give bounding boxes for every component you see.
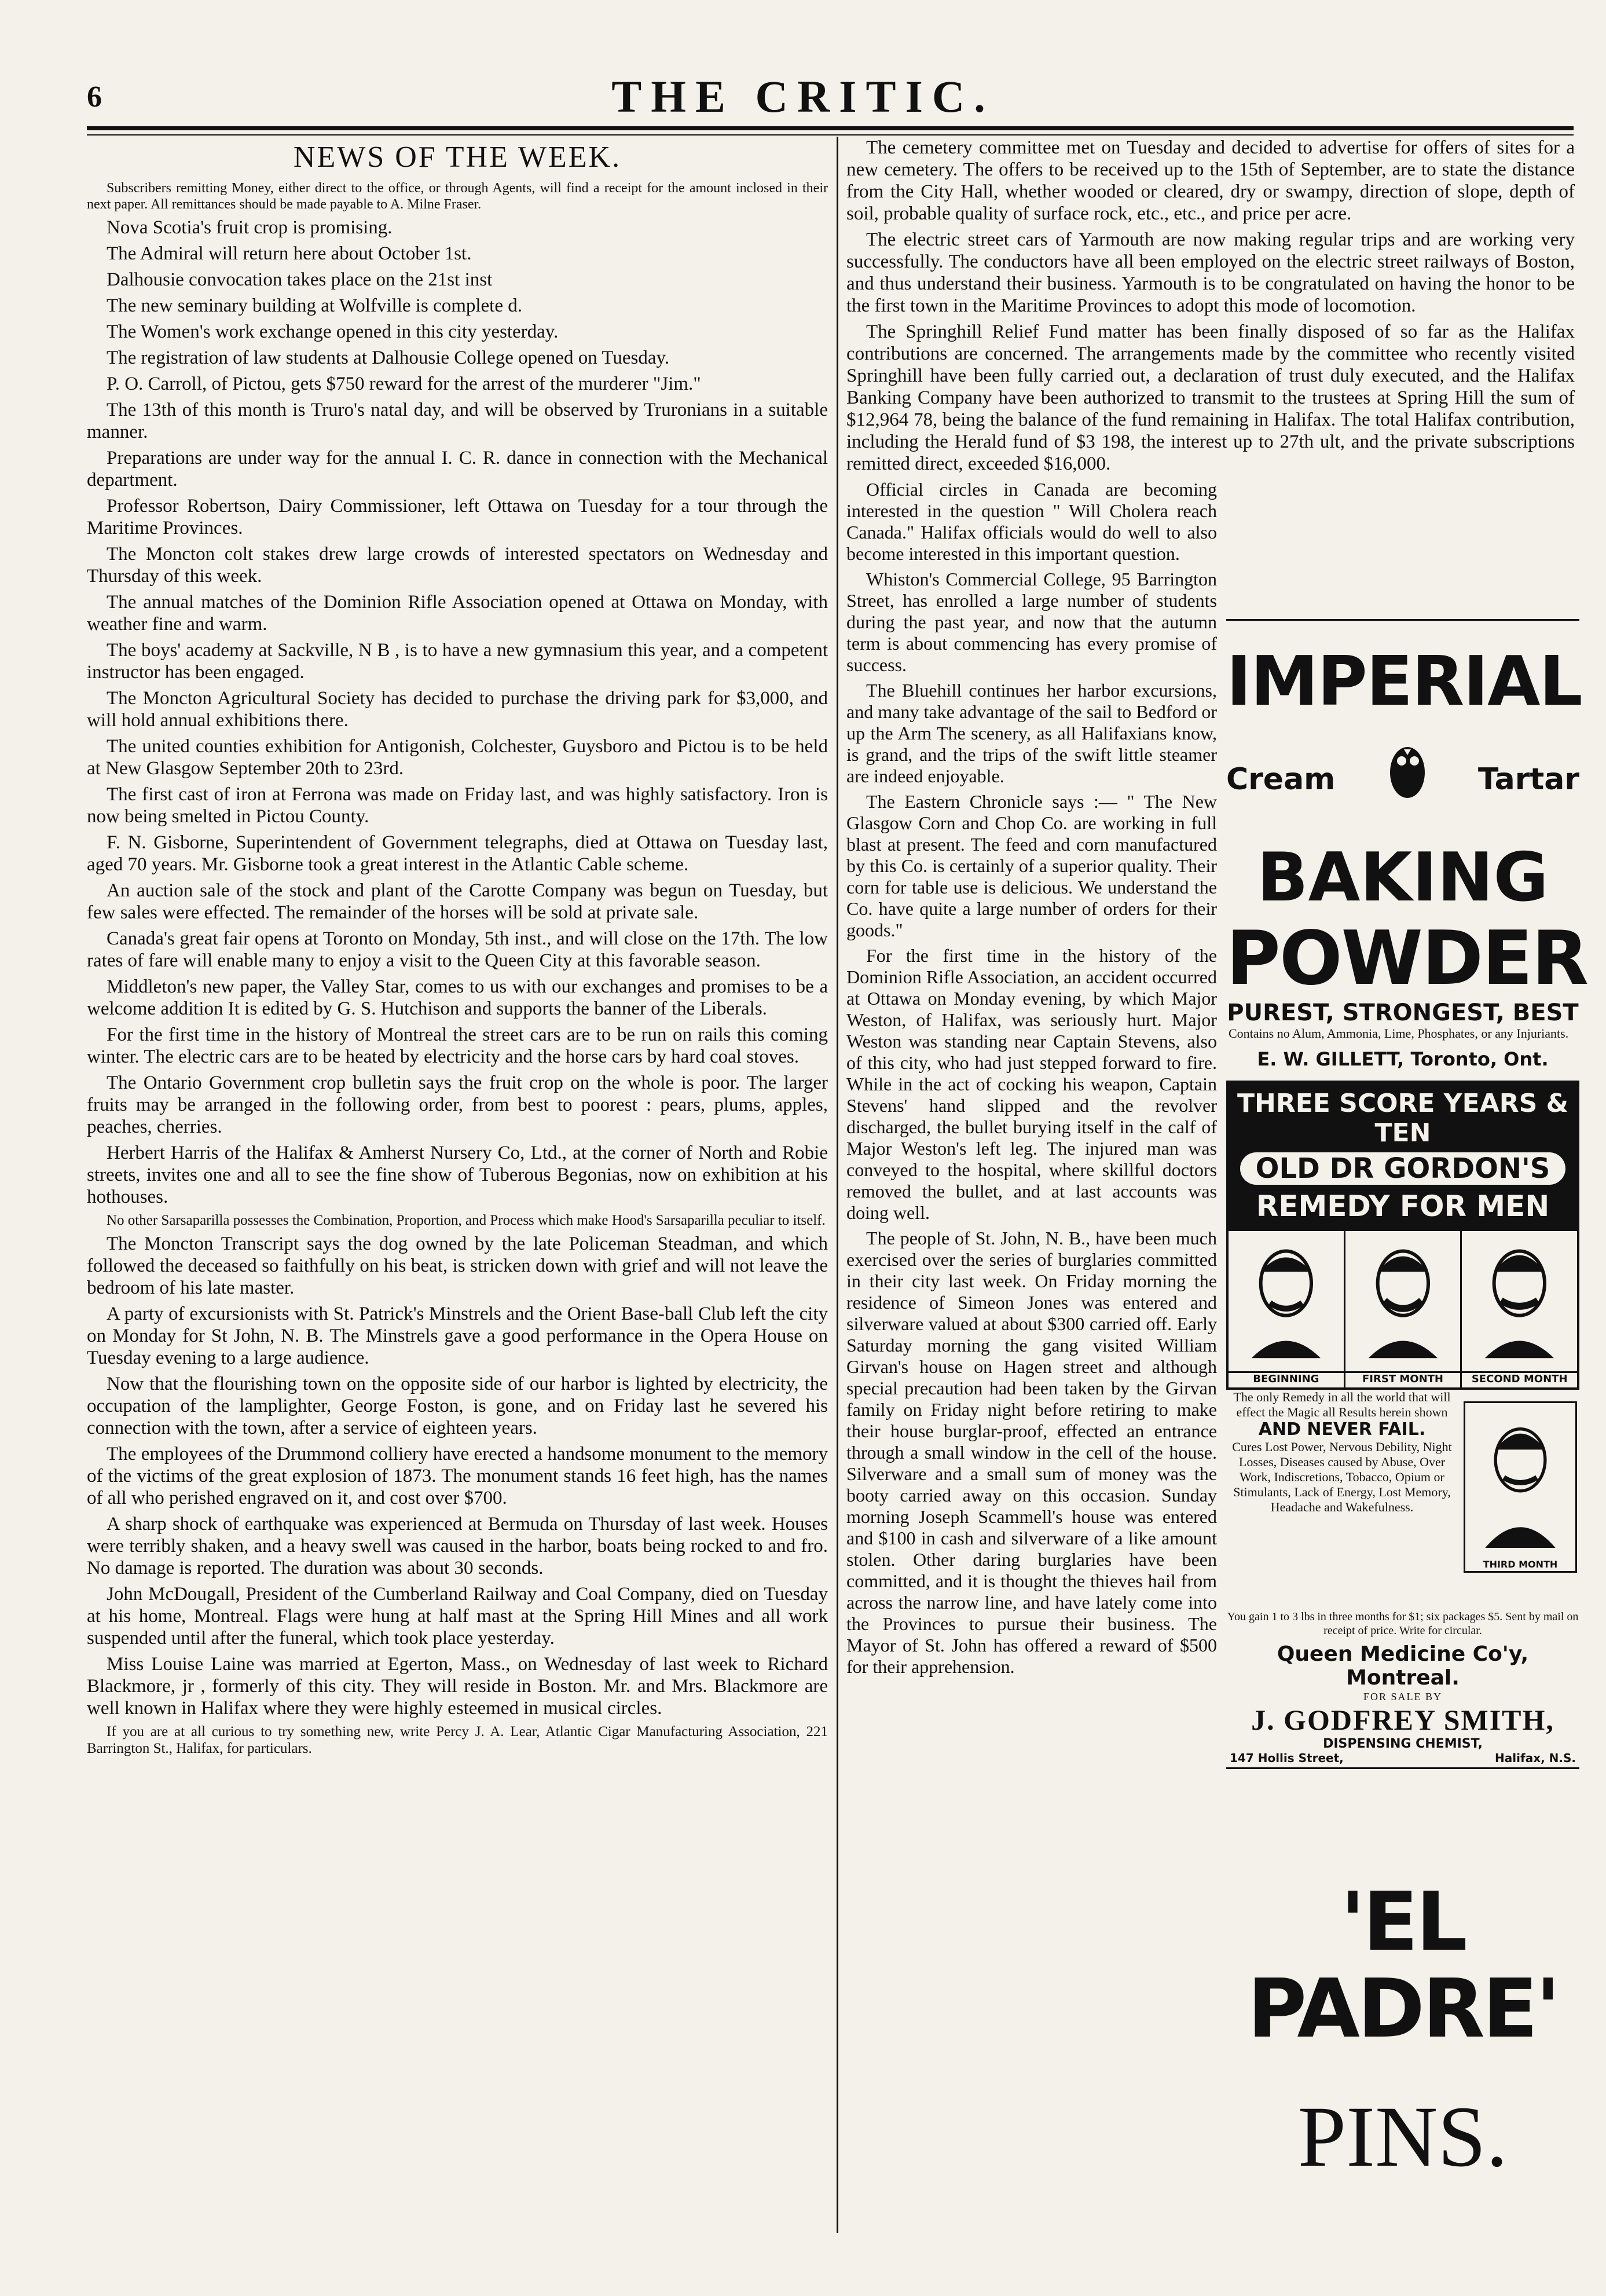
portrait-caption: BEGINNING xyxy=(1229,1371,1344,1385)
news-item: The Moncton Agricultural Society has decided to purchase the driving park for $3,000, and will hold annual exhibitions there. xyxy=(87,688,828,731)
baking-title: BAKING xyxy=(1257,838,1549,917)
news-item: The united counties exhibition for Antigonish, Colchester, Guysboro and Pictou is to be held at New Glasgow September 20th to 23rd. xyxy=(87,736,828,779)
news-item: The people of St. John, N. B., have been much exercised over the series of burglaries committed in their city last week. On Friday morning the residence of Simeon Jones was entered and silverware valued at about $300 carried off. Early Saturday morning the gang visited William Girvan's house on Hagen street and although special precaution had been taken by the Girvan family on Friday night before retiring to make their house burglar-proof, effected an entrance through a small window in the cell of the house. Silverware and a small sum of money was the booty carried away on this occasion. Sunday morning Joseph Scammell's house was entered and $100 in cash and silverware of a like amount stolen. Other daring burglaries have been committed, and it is thought the thieves hail from across the narrow line, and have lately come into the Provinces to pursue their business. The Mayor of St. John has offered a reward of $500 for their apprehension. xyxy=(846,1228,1217,1677)
news-item: Canada's great fair opens at Toronto on Monday, 5th inst., and will close on the 17th. The low rates of fare will enable many to enjoy a visit to the Queen City at this favorable season. xyxy=(87,928,828,971)
gordon-price: You gain 1 to 3 lbs in three months for $1; six packages $5. Sent by mail on receipt of price. Write for circular. xyxy=(1227,1610,1579,1637)
gordon-body xyxy=(1226,1390,1579,1610)
sarsaparilla-ad: No other Sarsaparilla possesses the Combination, Proportion, and Process which make Hood's Sarsaparilla peculiar to itself. xyxy=(107,1213,826,1228)
news-column xyxy=(87,137,828,1761)
tartar-label: Tartar xyxy=(1477,762,1579,797)
ad-divider xyxy=(1226,619,1579,621)
news-item: The employees of the Drummond colliery have erected a handsome monument to the memory of the victims of the great explosion of 1873. The monument stands 16 feet high, has the names of all who perished engraved on it, and cost over $700. xyxy=(87,1444,828,1508)
section-heading: NEWS OF THE WEEK. xyxy=(293,141,622,174)
gordon-line-1: THREE SCORE YEARS & TEN xyxy=(1237,1089,1569,1148)
news-item: Dalhousie convocation takes place on the 21st inst xyxy=(107,269,493,290)
news-item: Herbert Harris of the Halifax & Amherst Nursery Co, Ltd., at the corner of North and Robie streets, invites one and all to see the fine show of Tuberous Begonias, now on exhibition at his hothouses. xyxy=(87,1142,828,1207)
header-rule-thin xyxy=(87,134,1574,136)
agent-street: 147 Hollis Street, xyxy=(1230,1751,1344,1765)
gordon-claim: The only Remedy in all the world that will effect the Magic all Results herein shown xyxy=(1233,1390,1451,1419)
advertisement-column xyxy=(1226,617,1588,2185)
gordon-line-2: OLD DR GORDON'S xyxy=(1240,1152,1565,1185)
agent-name: J. GODFREY SMITH, xyxy=(1251,1704,1554,1736)
news-item: For the first time in the history of Montreal the street cars are to be run on rails this coming winter. The electric cars are to be heated by electricity and the horse cars by hard coal stoves. xyxy=(87,1024,828,1067)
cigar-ad: If you are at all curious to try something new, write Percy J. A. Lear, Atlantic Cigar Manufacturing Association, 221 Barrington St., Halifax, for particulars. xyxy=(87,1724,828,1756)
news-item: An auction sale of the stock and plant of the Carotte Company was begun on Tuesday, but few sales were effected. The remainder of the horses will be sold at private sale. xyxy=(87,880,828,923)
portrait-caption: FIRST MONTH xyxy=(1345,1371,1461,1385)
news-item: The Bluehill continues her harbor excursions, and many take advantage of the sail to Bedford or up the Arm The scenery, as all Halifaxians know, is grand, and the trips of the swift little steamer are indeed enjoyable. xyxy=(846,680,1217,786)
powder-title: POWDER xyxy=(1226,916,1588,1002)
man-portrait-icon xyxy=(1229,1231,1344,1358)
man-portrait-icon xyxy=(1462,1231,1577,1358)
news-item: Professor Robertson, Dairy Commissioner, left Ottawa on Tuesday for a tour through the Maritime Provinces. xyxy=(87,496,828,539)
gordon-cures: Cures Lost Power, Nervous Debility, Night Losses, Diseases caused by Abuse, Over Work, Indiscretions, Tobacco, Opium or Stimulants, Lack of Energy, Lost Memory, Headache and Wakefulness. xyxy=(1232,1440,1452,1514)
news-item: The Eastern Chronicle says :— " The New Glasgow Corn and Chop Co. are working in full blast at present. The feed and corn manufactured by this Co. is certainly of a superior quality. Their corn for table use is delicious. We understand the Co. have quite a large number of orders for their goods." xyxy=(846,791,1217,940)
agent-city: Halifax, N.S. xyxy=(1495,1751,1576,1765)
news-item: The Admiral will return here about October 1st. xyxy=(107,243,472,264)
news-item: The Springhill Relief Fund matter has been finally disposed of so far as the Halifax contributions are concerned. The arrangements made by the committee who recently visited Springhill have been fully carried out, a declaration of trust duly executed, and the Halifax Banking Company have been authorized to transmit to the trustees at Spring Hill the sum of $12,964 78, being the balance of the fund remaining in Halifax. The total Halifax contribution, including the Herald fund of $3 198, the interest up to 27th ult, and the private subscriptions remitted direct, exceeded $16,000. xyxy=(846,321,1575,474)
news-item: The boys' academy at Sackville, N B , is to have a new gymnasium this year, and a competent instructor has been engaged. xyxy=(87,640,828,683)
portrait-caption: SECOND MONTH xyxy=(1462,1371,1577,1385)
news-item: For the first time in the history of the Dominion Rifle Association, an accident occurred at Ottawa on Monday evening, by which Major Weston, of Halifax, was seriously hurt. Major Weston was standing near Captain Stevens, also of this city, who had just stepped forward to fire. While in the act of cocking his weapon, Captain Stevens' hand slipped and the revolver discharged, the bullet burying itself in the calf of Major Weston's left leg. The injured man was conveyed to the hospital, where skillful doctors removed the bullet, and at last accounts was doing well. xyxy=(846,945,1217,1223)
news-item: Whiston's Commercial College, 95 Barrington Street, has enrolled a large number of students during the past year, and now that the autumn term is about commencing has every promise of success. xyxy=(846,569,1217,675)
news-item: A sharp shock of earthquake was experienced at Bermuda on Thursday of last week. Houses were terribly shaken, and a heavy swell was caused in the harbor, boats being rocked to and fro. No damage is reported. The duration was about 30 seconds. xyxy=(87,1514,828,1579)
news-item: Middleton's new paper, the Valley Star, comes to us with our exchanges and promises to be a welcome addition It is edited by G. S. Hutchison and supports the banner of the Liberals. xyxy=(87,976,828,1019)
wide-section xyxy=(846,137,1575,475)
column-divider xyxy=(837,137,838,2233)
news-item: The electric street cars of Yarmouth are now making regular trips and are working very successfully. The conductors have all been employed on the electric street railways of Boston, and thus understand their business. Yarmouth is to be congratulated on having the honor to be the first town in the Maritime Provinces to adopt this mode of locomotion. xyxy=(846,229,1575,316)
portrait-row xyxy=(1226,1231,1579,1390)
queen-medicine: Queen Medicine Co'y, Montreal. xyxy=(1277,1642,1529,1690)
ad-divider xyxy=(1226,1767,1579,1769)
masthead: THE CRITIC. xyxy=(611,71,995,122)
header-rule-thick xyxy=(87,126,1574,130)
pins-ad: PINS. xyxy=(1297,2089,1508,2185)
page-number: 6 xyxy=(87,80,102,113)
news-item: The first cast of iron at Ferrona was made on Friday last, and was highly satisfactory. Iron is now being smelted in Pictou County. xyxy=(87,784,828,827)
news-item: The Ontario Government crop bulletin says the fruit crop on the whole is poor. The larger fruits may be arranged in the following order, from best to poorest : pears, plums, apples, peaches, cherries. xyxy=(87,1072,828,1137)
news-item: John McDougall, President of the Cumberland Railway and Coal Company, died on Tuesday at his home, Montreal. Flags were hung at half mast at the Spring Hill Mines and all work suspended until after the funeral, which took place yesterday. xyxy=(87,1584,828,1649)
news-item: The new seminary building at Wolfville is complete d. xyxy=(107,295,522,316)
narrow-section xyxy=(846,479,1217,1678)
never-fail: AND NEVER FAIL. xyxy=(1258,1419,1426,1440)
news-item: F. N. Gisborne, Superintendent of Government telegraphs, died at Ottawa on Tuesday last, aged 70 years. Mr. Gisborne took a great interest in the Atlantic Cable scheme. xyxy=(87,832,828,875)
portrait-beginning xyxy=(1229,1231,1345,1387)
news-item: Now that the flourishing town on the opposite side of our harbor is lighted by electricity, the occupation of the lamplighter, George Foston, is gone, and on Friday last he severed his connection with the town, after a service of eighteen years. xyxy=(87,1374,828,1438)
news-item: The 13th of this month is Truro's natal day, and will be observed by Truronians in a suitable manner. xyxy=(87,400,828,442)
portrait-caption: THIRD MONTH xyxy=(1483,1559,1558,1570)
news-item: Miss Louise Laine was married at Egerton, Mass., on Wednesday of last week to Richard Blackmore, jr , formerly of this city. They will reside in Boston. Mr. and Mrs. Blackmore are well known in Halifax where they were highly esteemed in musical circles. xyxy=(87,1654,828,1719)
cream-label: Cream xyxy=(1226,762,1336,797)
gordon-line-3: REMEDY FOR MEN xyxy=(1256,1189,1550,1223)
subscriber-notice: Subscribers remitting Money, either direct to the office, or through Agents, will find a receipt for the amount inclosed in their next paper. All remittances should be made payable to A. Milne Fraser. xyxy=(87,181,828,212)
portrait-first-month xyxy=(1345,1231,1462,1387)
news-item: The registration of law students at Dalhousie College opened on Tuesday. xyxy=(107,347,670,368)
news-item: The annual matches of the Dominion Rifle Association opened at Ottawa on Monday, with weather fine and warm. xyxy=(87,592,828,635)
agent-title: DISPENSING CHEMIST, xyxy=(1323,1737,1483,1751)
for-sale-by: FOR SALE BY xyxy=(1363,1691,1443,1702)
ingredients-note: Contains no Alum, Ammonia, Lime, Phosphates, or any Injuriants. xyxy=(1229,1026,1569,1041)
tagline: PUREST, STRONGEST, BEST xyxy=(1227,999,1579,1026)
news-item: Preparations are under way for the annual I. C. R. dance in connection with the Mechanical department. xyxy=(87,448,828,490)
man-portrait-icon xyxy=(1465,1403,1575,1548)
portrait-second-month xyxy=(1462,1231,1577,1387)
gordon-banner xyxy=(1226,1081,1579,1231)
news-item: The Moncton Transcript says the dog owned by the late Policeman Steadman, and which followed the deceased so faithfully on his beat, is stricken down with grief and will not leave the bedroom of his late master. xyxy=(87,1233,828,1298)
news-item: A party of excursionists with St. Patrick's Minstrels and the Orient Base-ball Club left the city on Monday for St John, N. B. The Minstrels gave a good performance in the Opera House on Tuesday evening to a large audience. xyxy=(87,1303,828,1368)
crescent-moon-owl-icon xyxy=(1333,719,1455,841)
el-padre-ad: 'EL PADRE' xyxy=(1247,1875,1559,2056)
news-item: Official circles in Canada are becoming interested in the question " Will Cholera reach Canada." Halifax officials would do well to also become interested in this important question. xyxy=(846,479,1217,564)
portrait-third-month xyxy=(1464,1401,1577,1573)
news-item: The Women's work exchange opened in this city yesterday. xyxy=(107,321,559,342)
agent-address xyxy=(1226,1751,1579,1765)
news-item: The Moncton colt stakes drew large crowds of interested spectators on Wednesday and Thursday of this week. xyxy=(87,544,828,587)
man-portrait-icon xyxy=(1345,1231,1461,1358)
news-item: Nova Scotia's fruit crop is promising. xyxy=(107,217,393,238)
maker-name: E. W. GILLETT, Toronto, Ont. xyxy=(1257,1048,1549,1070)
gordon-description xyxy=(1226,1390,1458,1515)
news-item: The cemetery committee met on Tuesday and decided to advertise for offers of sites for a new cemetery. The offers to be received up to the 15th of September, are to state the distance from the City Hall, whether wooded or cleared, dry or swampy, direction of slope, depth of soil, probable quality of surface rock, etc., etc., and price per acre. xyxy=(846,137,1575,224)
crescent-owl-row xyxy=(1226,716,1579,837)
imperial-title: IMPERIAL xyxy=(1226,641,1582,721)
news-item: P. O. Carroll, of Pictou, gets $750 reward for the arrest of the murderer "Jim." xyxy=(107,373,701,394)
